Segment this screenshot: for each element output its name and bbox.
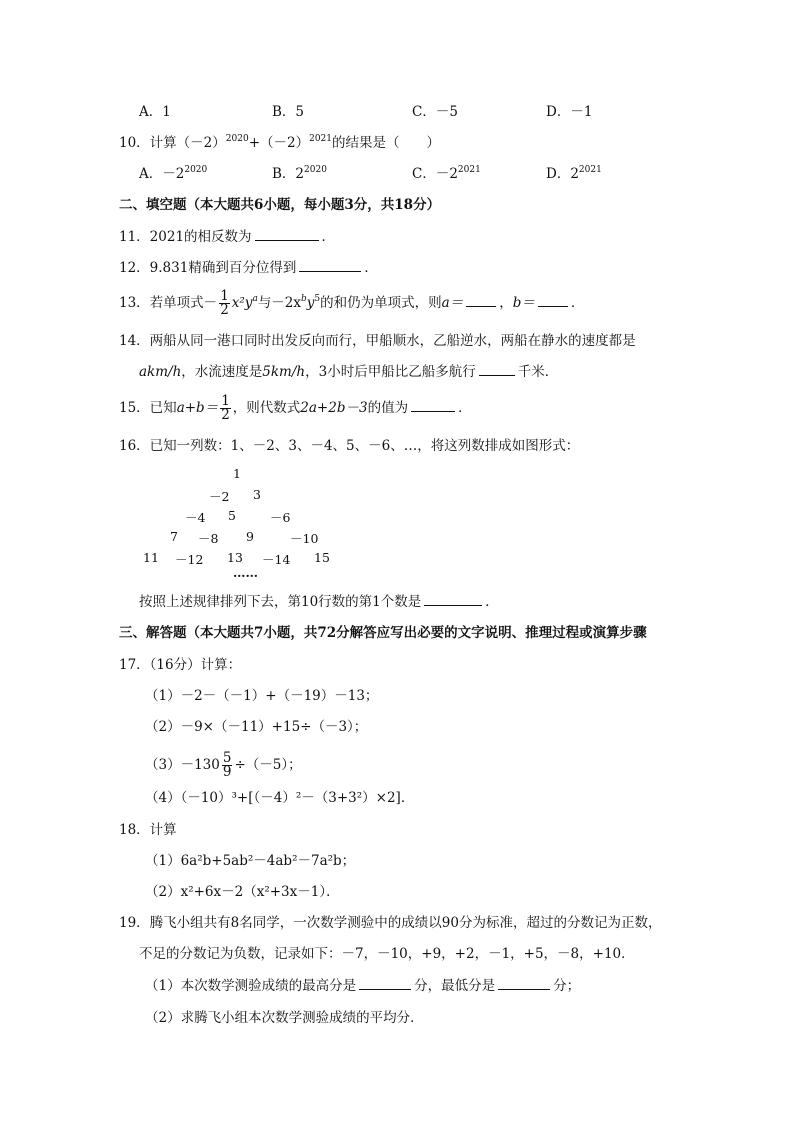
question-12: 12．9.831精确到百分位得到 ．: [119, 260, 378, 276]
question-11: 11．2021的相反数为 ．: [119, 229, 336, 245]
triangle-number: －12: [175, 552, 204, 567]
answer-blank-a: [466, 293, 496, 307]
triangle-number: 7: [170, 529, 178, 544]
answer-blank-highest: [359, 976, 411, 990]
question-17-part-2: （2）－9×（－11）+15÷（－3）；: [145, 719, 368, 735]
answer-blank-lowest: [498, 976, 550, 990]
triangle-number: 3: [253, 487, 261, 502]
triangle-number: 5: [228, 508, 236, 523]
question-10: 10．计算$(-2)^{2020}+(-2)^{2021}$的结果是（ ）: [119, 134, 440, 151]
question-18-title: 18．计算: [119, 822, 177, 838]
q10-option-d: D．$2^{2021}$: [546, 165, 602, 182]
triangle-number: －8: [198, 531, 219, 546]
q9-option-a: A．1: [139, 104, 171, 120]
triangle-number: －4: [185, 510, 206, 525]
question-18-part-1: （1）6a²b+5ab²－4ab²－7a²b；: [145, 853, 356, 869]
triangle-number: 9: [246, 529, 254, 544]
triangle-number: －14: [262, 552, 291, 567]
question-16: 16．已知一列数：1、－2、3、－4、5、－6、…，将这列数排成如图形式：: [119, 438, 580, 454]
question-13: 13．若单项式－ $\frac{1}{2}$ $x^2y^a$与$-2x^by^5$的和仍为单项式，则a＝ ，b＝ ．: [119, 288, 585, 318]
question-17-part-3: （3）－130 $\frac{5}{9}$ ÷（－5）；: [145, 750, 302, 780]
question-14-line-2: akm/h，水流速度是5km/h，3小时后甲船比乙船多航行 千米．: [139, 364, 559, 380]
section-2-title: 二、填空题（本大题共6小题，每小题3分，共18分）: [119, 197, 441, 213]
question-17-title: 17．（16分）计算：: [119, 657, 242, 673]
triangle-number: 1: [233, 466, 241, 481]
question-17-part-1: （1）－2－（－1）+（－19）－13；: [145, 688, 379, 704]
answer-blank: [411, 398, 455, 412]
q10-option-c: C．$-2^{2021}$: [412, 165, 481, 182]
triangle-number: －6: [270, 510, 291, 525]
q10-option-a: A．$-2^{2020}$: [139, 165, 208, 182]
q10-option-b: B．$2^{2020}$: [272, 165, 327, 182]
answer-blank: [255, 227, 319, 241]
triangle-number: 15: [314, 550, 330, 565]
question-19-part-1: （1）本次数学测验成绩的最高分是 分，最低分是 分；: [145, 978, 581, 994]
fraction: $\frac{1}{2}$: [221, 393, 230, 423]
triangle-number: 13: [227, 550, 243, 565]
answer-blank: [424, 592, 482, 606]
fraction: $\frac{5}{9}$: [222, 750, 232, 780]
triangle-ellipsis: ……: [233, 565, 258, 580]
answer-blank-b: [538, 293, 568, 307]
question-19-line-2: 不足的分数记为负数，记录如下：－7，－10，+9，+2，－1，+5，－8，+10．: [139, 946, 635, 962]
question-18-part-2: （2）x²+6x－2（x²+3x－1）．: [145, 884, 340, 900]
q9-option-d: D．－1: [546, 104, 593, 120]
question-19-line-1: 19．腾飞小组共有8名同学，一次数学测验中的成绩以90分为标准，超过的分数记为正数，: [119, 915, 662, 931]
triangle-number: －10: [290, 531, 319, 546]
question-19-part-2: （2）求腾飞小组本次数学测验成绩的平均分．: [145, 1010, 424, 1026]
q9-option-c: C．－5: [412, 104, 458, 120]
q9-option-b: B．5: [272, 104, 305, 120]
question-15: 15．已知a+b＝ $\frac{1}{2}$ ，则代数式2a+2b－3的值为 ．: [119, 393, 472, 423]
triangle-number: 11: [143, 550, 159, 565]
triangle-number: －2: [209, 489, 230, 504]
question-16-followup: 按照上述规律排列下去，第10行数的第1个数是 ．: [139, 594, 499, 610]
question-14-line-1: 14．两船从同一港口同时出发反向而行，甲船顺水，乙船逆水，两船在静水的速度都是: [119, 333, 636, 349]
answer-blank: [299, 258, 361, 272]
fraction: $\frac{1}{2}$: [220, 288, 229, 318]
answer-blank: [479, 362, 515, 376]
section-3-title: 三、解答题（本大题共7小题，共72分解答应写出必要的文字说明、推理过程或演算步骤: [119, 625, 647, 641]
question-17-part-4: （4）（－10）³+[（－4）²－（3+3²）×2]．: [145, 790, 415, 806]
